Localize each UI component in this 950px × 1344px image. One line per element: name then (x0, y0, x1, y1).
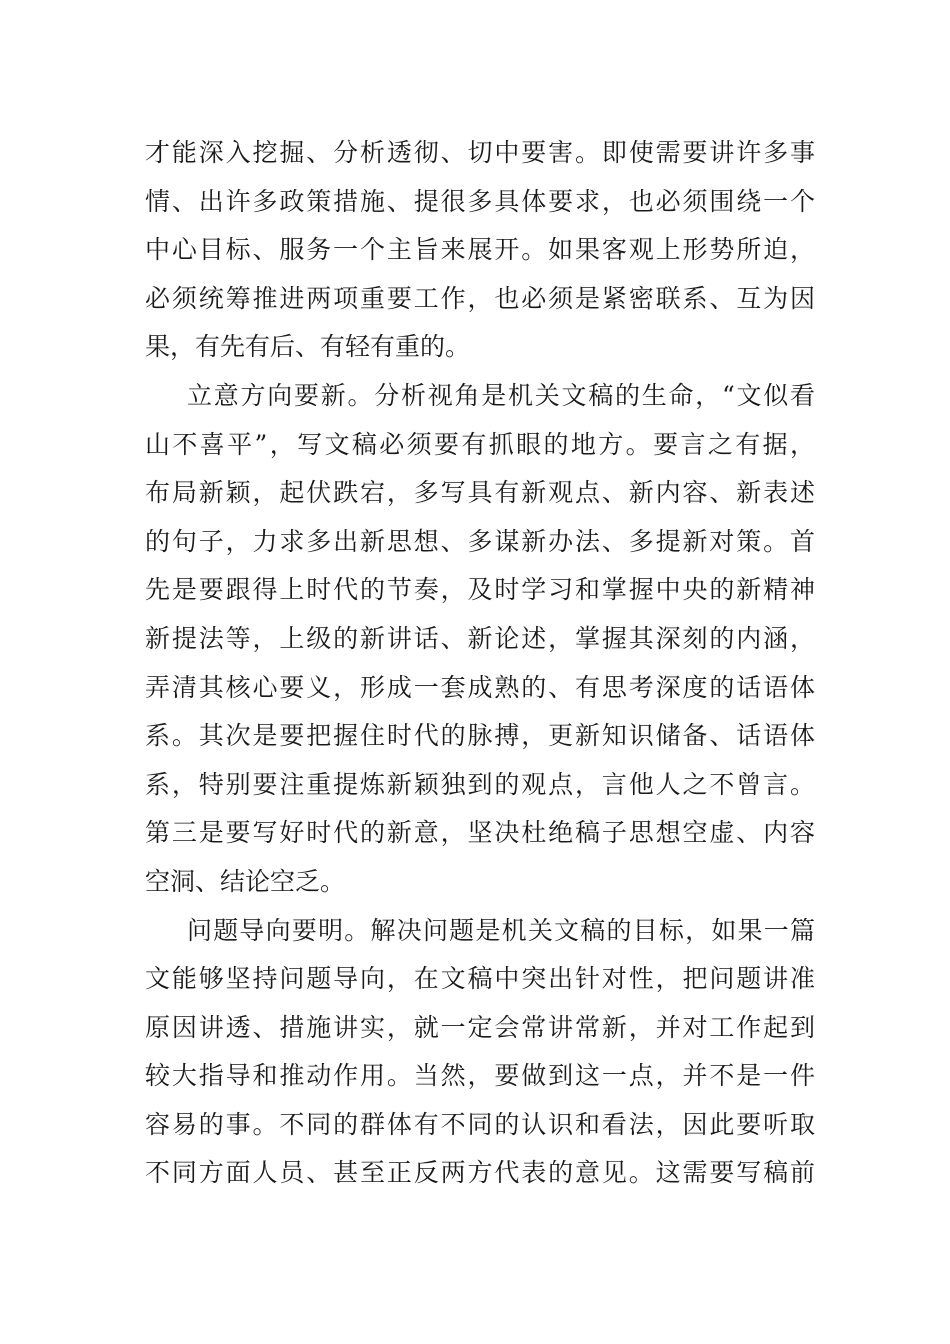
text-line: 系。其次是要把握住时代的脉搏，更新知识储备、话语体 (145, 721, 815, 751)
text-line: 较大指导和推动作用。当然，要做到这一点，并不是一件 (145, 1061, 815, 1091)
text-line: 空洞、结论空乏。 (145, 866, 346, 896)
text-line: 容易的事。不同的群体有不同的认识和看法，因此要听取 (145, 1109, 815, 1139)
text-line: 原因讲透、措施讲实，就一定会常讲常新，并对工作起到 (145, 1012, 815, 1042)
text-line: 的句子，力求多出新思想、多谋新办法、多提新对策。首 (145, 526, 815, 556)
text-line: 先是要跟得上时代的节奏，及时学习和掌握中央的新精神 (145, 575, 815, 605)
paragraph-start-line: 立意方向要新。分析视角是机关文稿的生命，“文似看 (187, 380, 815, 410)
text-line: 中心目标、服务一个主旨来展开。如果客观上形势所迫， (145, 235, 815, 265)
text-line: 新提法等，上级的新讲话、新论述，掌握其深刻的内涵， (145, 623, 815, 653)
text-line: 布局新颖，起伏跌宕，多写具有新观点、新内容、新表述 (145, 478, 815, 508)
document-body (145, 129, 815, 1198)
text-line: 不同方面人员、甚至正反两方代表的意见。这需要写稿前 (145, 1158, 815, 1188)
text-line: 弄清其核心要义，形成一套成熟的、有思考深度的话语体 (145, 672, 815, 702)
text-line: 文能够坚持问题导向，在文稿中突出针对性，把问题讲准 (145, 964, 815, 994)
text-line: 果，有先有后、有轻有重的。 (145, 332, 471, 362)
text-line: 山不喜平”，写文稿必须要有抓眼的地方。要言之有据， (145, 429, 815, 459)
text-line: 情、出许多政策措施、提很多具体要求，也必须围绕一个 (145, 186, 815, 216)
paragraph-start-line: 问题导向要明。解决问题是机关文稿的目标，如果一篇 (187, 915, 815, 945)
text-line: 第三是要写好时代的新意，坚决杜绝稿子思想空虚、内容 (145, 818, 815, 848)
text-line: 才能深入挖掘、分析透彻、切中要害。即使需要讲许多事 (145, 138, 815, 167)
text-line: 系，特别要注重提炼新颖独到的观点，言他人之不曾言。 (145, 769, 815, 799)
text-line: 必须统筹推进两项重要工作，也必须是紧密联系、互为因 (145, 283, 815, 313)
